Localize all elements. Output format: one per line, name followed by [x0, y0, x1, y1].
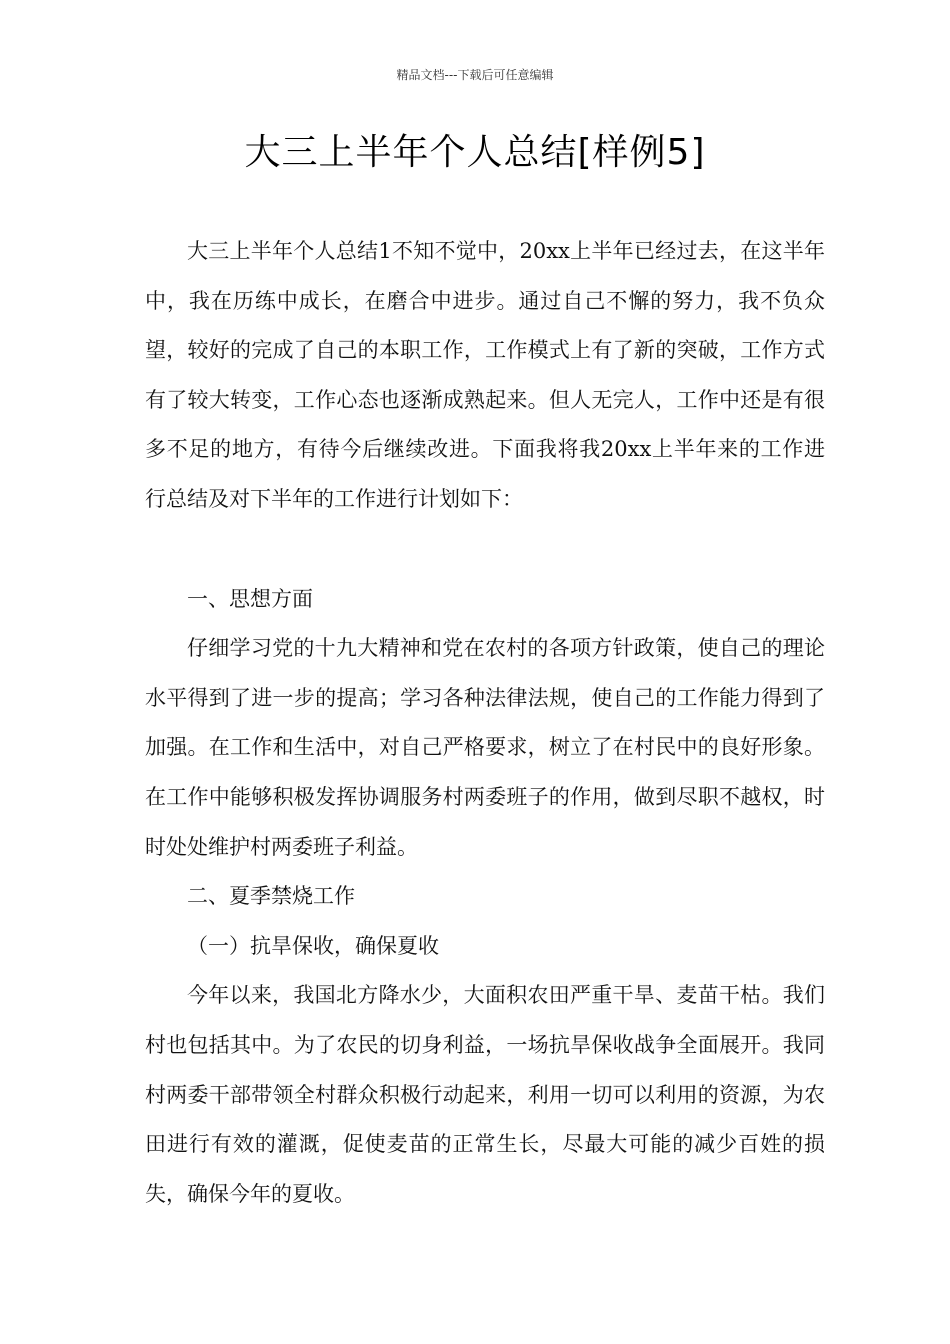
thought-paragraph: 仔细学习党的十九大精神和党在农村的各项方针政策，使自己的理论水平得到了进一步的提高；学习各种法律法规，使自己的工作能力得到了加强。在工作和生活中，对自己严格要求，树立了在村民中的良好形象。在工作中能够积极发挥协调服务村两委班子的作用，做到尽职不越权，时时处处维护村两委班子利益。 [145, 636, 825, 859]
paragraph-gap [145, 525, 825, 575]
subsection-heading-drought: （一）抗旱保收，确保夏收 [187, 933, 439, 958]
intro-paragraph: 大三上半年个人总结1不知不觉中，20xx上半年已经过去，在这半年中，我在历练中成长，在磨合中进步。通过自己不懈的努力，我不负众望，较好的完成了自己的本职工作，工作模式上有了新的突破，工作方式有了较大转变，工作心态也逐渐成熟起来。但人无完人，工作中还是有很多不足的地方，有待今后继续改进。下面我将我20xx上半年来的工作进行总结及对下半年的工作进行计划如下： [145, 239, 825, 511]
section-heading-thought: 一、思想方面 [187, 586, 313, 611]
section-heading-burning-ban: 二、夏季禁烧工作 [187, 884, 355, 909]
drought-paragraph: 今年以来，我国北方降水少，大面积农田严重干旱、麦苗干枯。我们村也包括其中。为了农民的切身利益，一场抗旱保收战争全面展开。我同村两委干部带领全村群众积极行动起来，利用一切可以利用的资源，为农田进行有效的灌溉，促使麦苗的正常生长，尽最大可能的减少百姓的损失，确保今年的夏收。 [145, 983, 825, 1206]
document-body [145, 227, 825, 1219]
header-note: 精品文档---下载后可任意编辑 [396, 68, 554, 82]
document-title: 大三上半年个人总结[样例5] [244, 132, 706, 173]
